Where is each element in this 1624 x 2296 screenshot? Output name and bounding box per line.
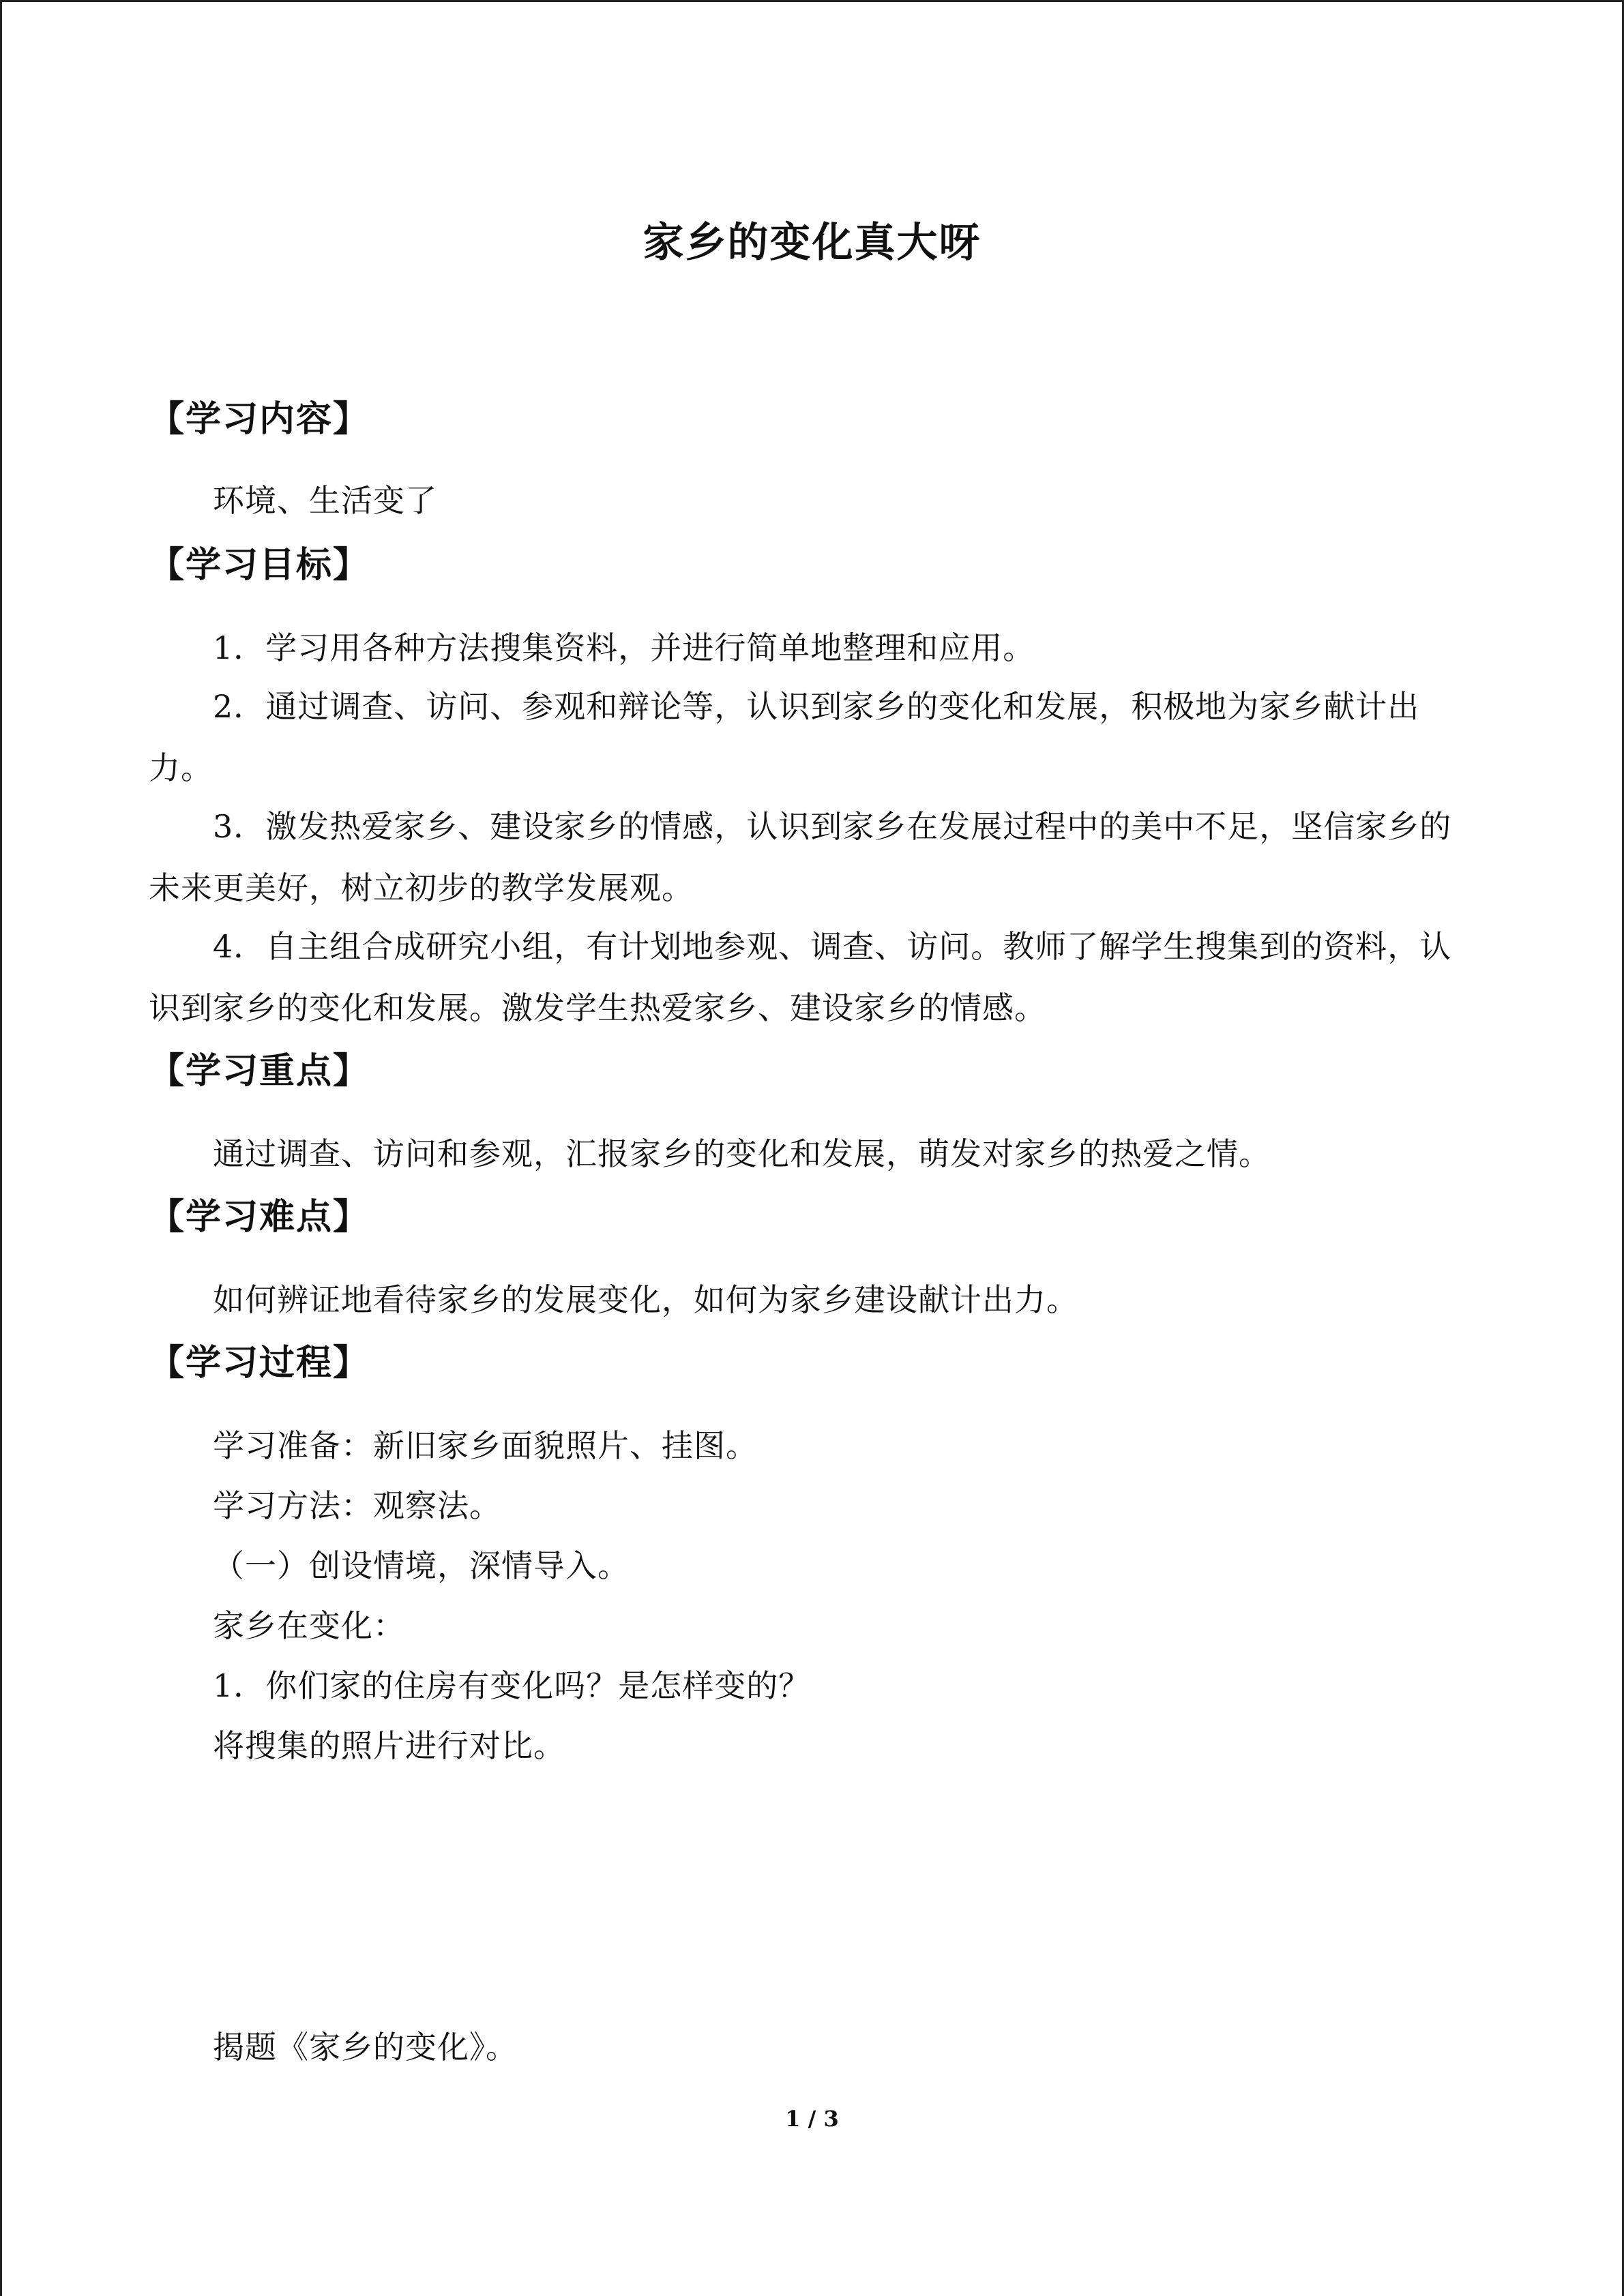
goal-item-1: 1．学习用各种方法搜集资料，并进行简单地整理和应用。 [213,629,1035,666]
process-subheading: 家乡在变化： [213,1607,405,1644]
key-points-text: 通过调查、访问和参观，汇报家乡的变化和发展，萌发对家乡的热爱之情。 [213,1135,1271,1172]
page-title: 家乡的变化真大呀 [643,219,981,267]
goal-item-2-line-1: 2．通过调查、访问、参观和辩论等，认识到家乡的变化和发展，积极地为家乡献计出 [213,688,1420,725]
process-reveal: 揭题《家乡的变化》。 [213,2029,518,2066]
page-number: 1 / 3 [785,2106,839,2132]
process-preparation: 学习准备：新旧家乡面貌照片、挂图。 [213,1427,758,1464]
difficulties-text: 如何辨证地看待家乡的发展变化，如何为家乡建设献计出力。 [213,1281,1078,1318]
content-text: 环境、生活变了 [213,482,437,519]
process-method: 学习方法：观察法。 [213,1487,501,1524]
goal-item-3-line-1: 3．激发热爱家乡、建设家乡的情感，认识到家乡在发展过程中的美中不足，坚信家乡的 [213,808,1452,845]
section-heading-goals: 【学习目标】 [149,545,370,586]
goal-item-4-line-2: 识到家乡的变化和发展。激发学生热爱家乡、建设家乡的情感。 [149,989,1046,1026]
section-heading-key-points: 【学习重点】 [149,1051,370,1092]
process-compare: 将搜集的照片进行对比。 [213,1727,565,1764]
process-step-1: （一）创设情境，深情导入。 [213,1547,630,1584]
goal-item-4-line-1: 4．自主组合成研究小组，有计划地参观、调查、访问。教师了解学生搜集到的资料，认 [213,928,1452,965]
page-left-border [0,0,2,2296]
goal-item-3-line-2: 未来更美好，树立初步的教学发展观。 [149,869,694,906]
section-heading-process: 【学习过程】 [149,1343,370,1384]
process-question-1: 1．你们家的住房有变化吗？是怎样变的？ [213,1667,811,1704]
goal-item-2-line-2: 力。 [149,749,213,786]
section-heading-difficulties: 【学习难点】 [149,1197,370,1238]
page-top-border [0,0,1624,2]
section-heading-content: 【学习内容】 [149,399,370,440]
